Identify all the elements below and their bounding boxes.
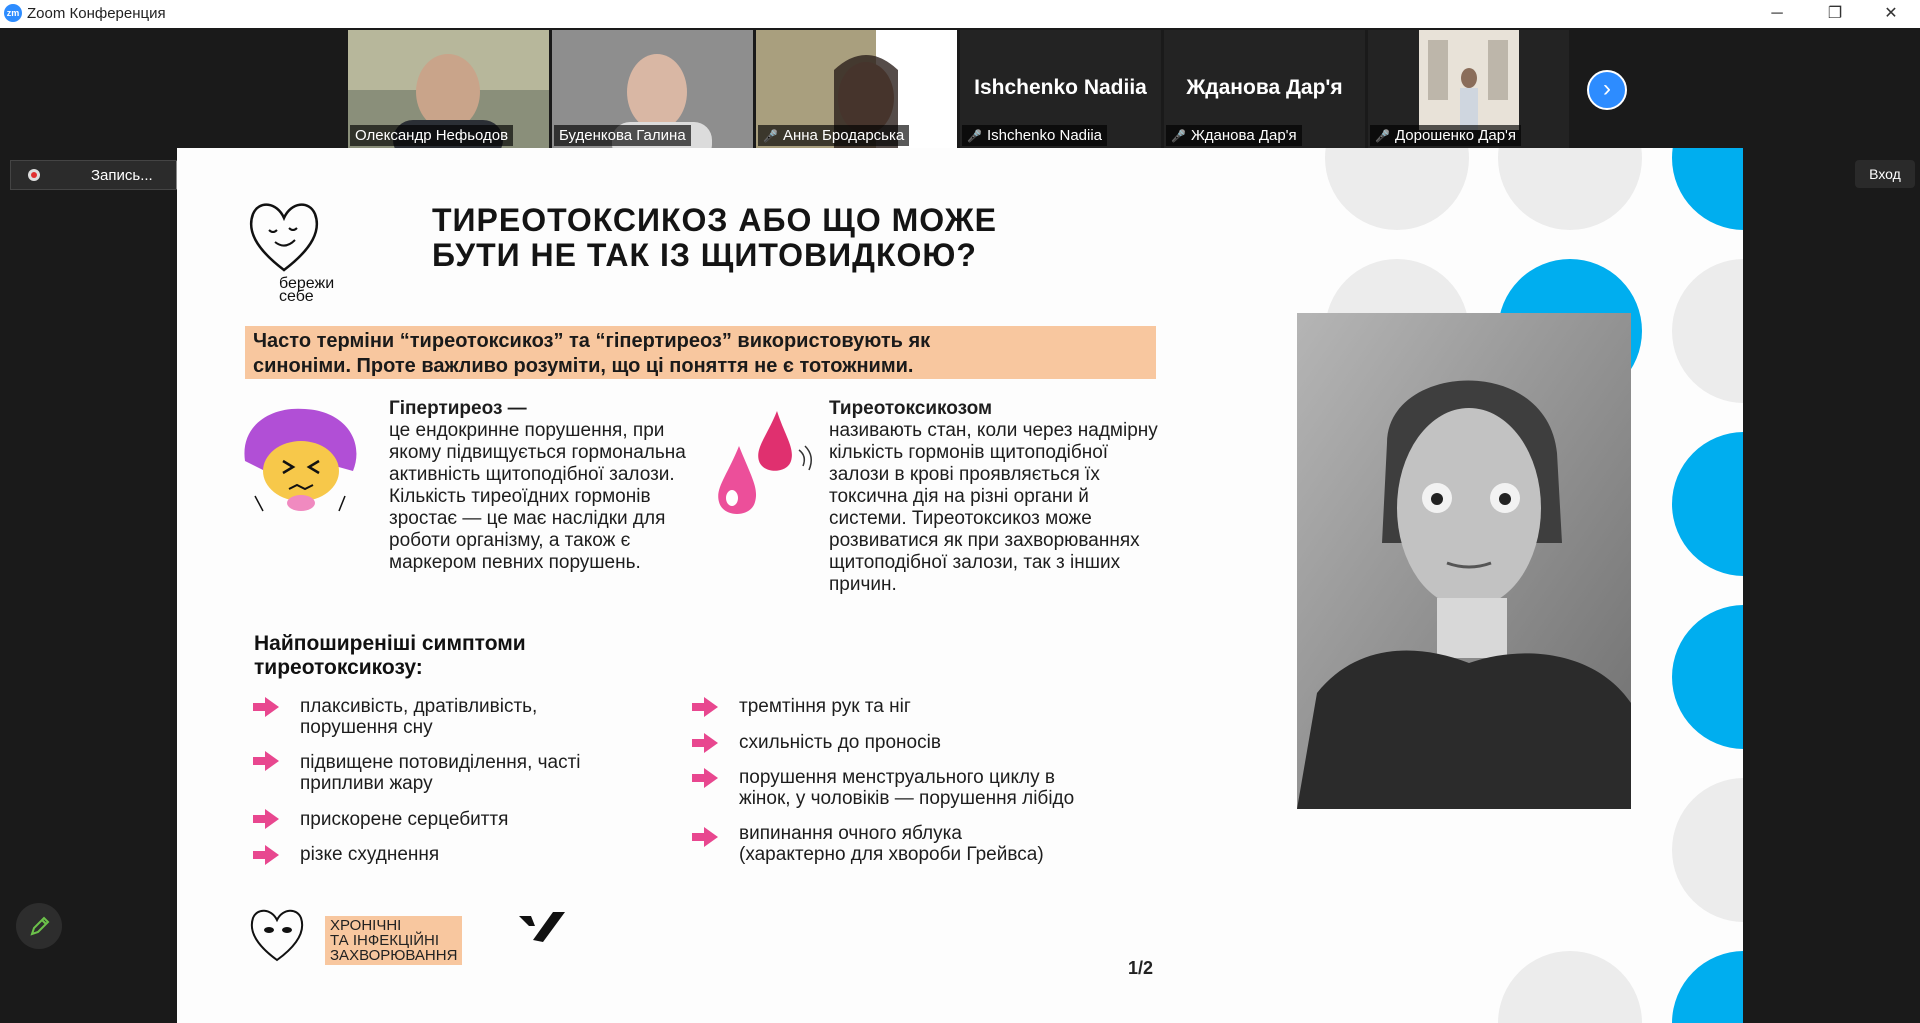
muted-mic-icon: 🎤 <box>763 129 778 143</box>
participant-tile[interactable] <box>756 30 957 148</box>
heart-eyes-logo-icon <box>247 906 307 964</box>
close-button[interactable]: ✕ <box>1884 5 1898 22</box>
participant-name: 🎤 Анна Бродарська <box>758 125 909 146</box>
participant-name: 🎤 Ishchenko Nadiia <box>962 125 1107 146</box>
partner-logo-icon <box>517 910 567 944</box>
intro-callout: Часто терміни “тиреотоксикоз” та “гіпертиреоз” використовують як синоніми. Проте важливо розуміти, що ці поняття не є тотожними. <box>245 326 1156 379</box>
participant-tile[interactable] <box>348 30 549 148</box>
arrow-bullet-icon <box>251 843 281 867</box>
symptom-item: плаксивість, дратівливість, порушення сну <box>300 696 538 738</box>
symptom-item: схильність до проносів <box>739 732 941 753</box>
enter-button[interactable]: Вход <box>1855 160 1915 188</box>
minimize-button[interactable]: ─ <box>1771 5 1783 22</box>
participant-name: Олександр Нефьодов <box>350 125 513 146</box>
symptom-item: випинання очного яблука (характерно для хвороби Грейвса) <box>739 823 1044 865</box>
record-icon <box>28 169 40 181</box>
slide-title: ТИРЕОТОКСИКОЗ АБО ЩО МОЖЕ БУТИ НЕ ТАК ІЗ ЩИТОВИДКОЮ? <box>432 202 998 273</box>
muted-mic-icon: 🎤 <box>1171 129 1186 143</box>
recording-label: Запись... <box>91 167 153 184</box>
symptom-item: порушення менструального циклу в жінок, у чоловіків — порушення лібідо <box>739 767 1075 809</box>
arrow-bullet-icon <box>251 695 281 719</box>
zoom-logo-icon: zm <box>4 4 22 22</box>
heart-logo-icon <box>245 198 323 278</box>
window-title-bar <box>0 0 1920 28</box>
muted-mic-icon: 🎤 <box>1375 129 1390 143</box>
symptom-item: прискорене серцебиття <box>300 809 509 830</box>
symptoms-heading: Найпоширеніші симптоми тиреотоксикозу: <box>254 632 526 679</box>
window-title: Zoom Конференция <box>27 5 166 22</box>
participant-name: Буденкова Галина <box>554 125 691 146</box>
arrow-bullet-icon <box>690 695 720 719</box>
participant-name-placeholder: Жданова Дар'я <box>1186 76 1343 99</box>
pencil-icon <box>16 903 62 949</box>
muted-mic-icon: 🎤 <box>967 129 982 143</box>
arrow-bullet-icon <box>690 766 720 790</box>
hyperthyroidism-definition: Гіпертиреоз — це ендокринне порушення, при якому підвищується гормональна активність щитоподібної залози. Кількість тиреоїдних гормонів зростає — це має наслідки для роботи організму, а також є маркером певних порушень. <box>389 398 686 573</box>
maximize-button[interactable]: ❐ <box>1827 5 1843 22</box>
participant-tile[interactable] <box>1368 30 1569 148</box>
arrow-bullet-icon <box>251 749 281 773</box>
thyrotoxicosis-definition: Тиреотоксикозом називають стан, коли через надмірну кількість гормонів щитоподібної залози в крові проявляється їх токсична дія на різні органи й системи. Тиреотоксикоз може розвиватися як при захворюваннях щитоподібної залози, так з інших причин. <box>829 398 1158 595</box>
participant-name: 🎤 Жданова Дар'я <box>1166 125 1302 146</box>
blood-drops-icon <box>707 406 822 526</box>
footer-category: ХРОНІЧНІ ТА ІНФЕКЦІЙНІ ЗАХВОРЮВАННЯ <box>325 916 462 965</box>
participant-tile[interactable] <box>1164 30 1365 148</box>
participant-name-placeholder: Ishchenko Nadiia <box>974 76 1147 99</box>
participant-name: 🎤 Дорошенко Дар'я <box>1370 125 1521 146</box>
stressed-character-icon <box>235 401 367 526</box>
logo-text: бережи себе <box>279 275 335 305</box>
shared-screen-slide <box>177 148 1743 1023</box>
arrow-bullet-icon <box>251 807 281 831</box>
participant-tile-active-speaker[interactable] <box>552 30 753 148</box>
participant-tile[interactable] <box>960 30 1161 148</box>
symptom-item: різке схуднення <box>300 844 440 865</box>
portrait-photo <box>1297 313 1631 809</box>
participant-video-strip <box>348 30 1571 148</box>
arrow-bullet-icon <box>690 825 720 849</box>
page-number: 1/2 <box>1128 958 1154 978</box>
arrow-bullet-icon <box>690 731 720 755</box>
next-participants-button[interactable]: › <box>1587 70 1627 110</box>
symptom-item: тремтіння рук та ніг <box>739 696 911 717</box>
symptom-item: підвищене потовиділення, часті припливи жару <box>300 752 581 794</box>
annotate-button[interactable] <box>16 903 62 949</box>
